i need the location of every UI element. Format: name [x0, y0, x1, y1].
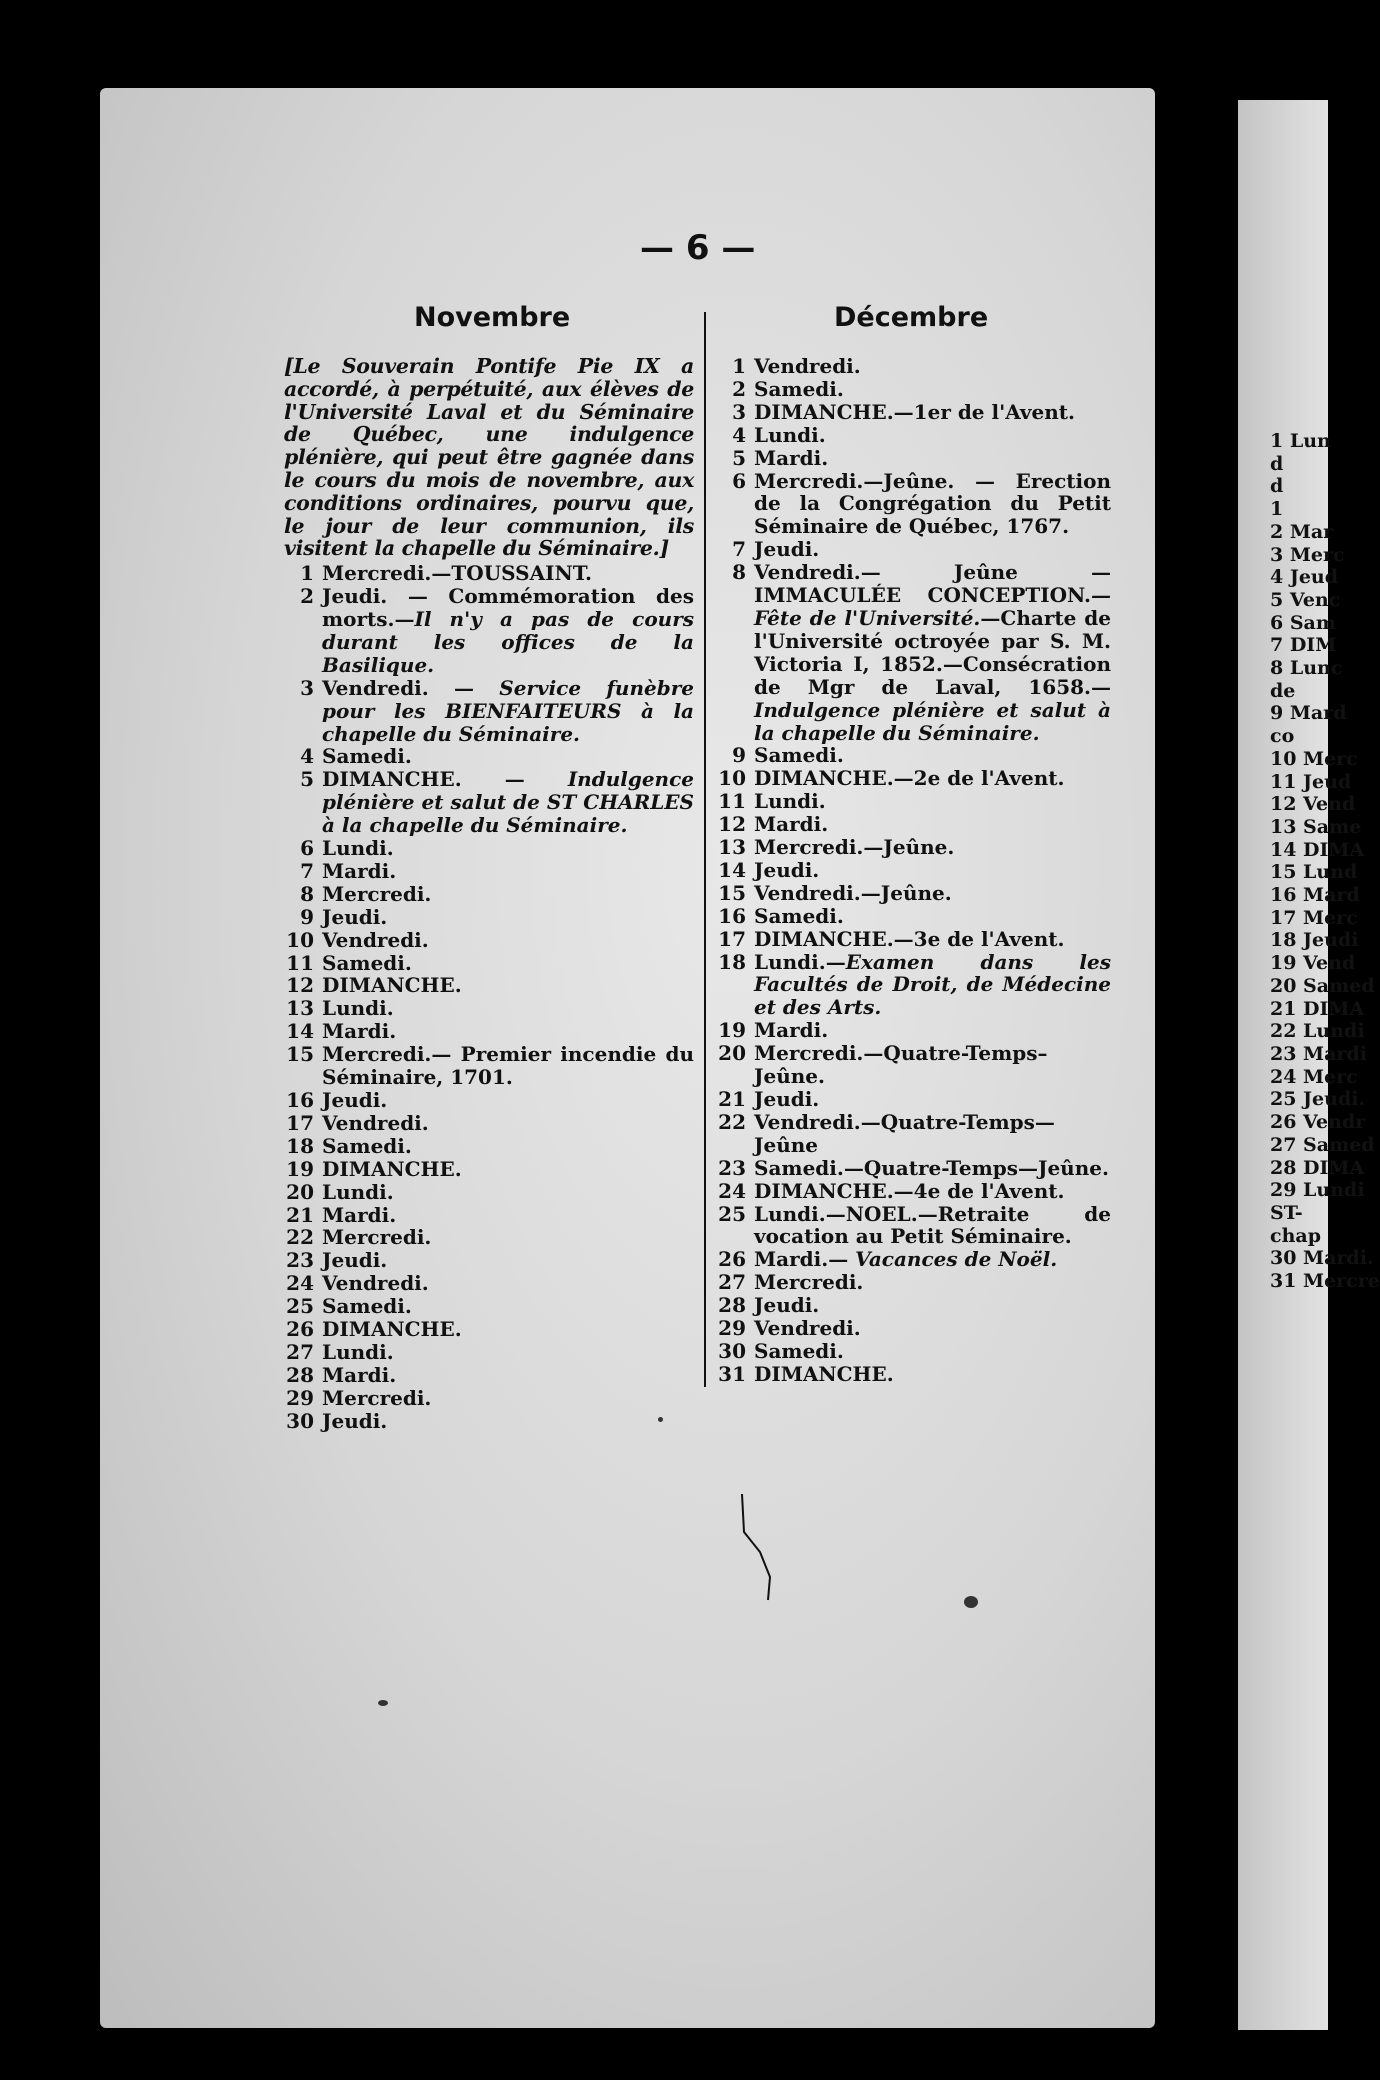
- day-name: DIMANCHE.: [322, 1317, 462, 1342]
- fragment-line: de: [1270, 679, 1296, 702]
- ink-mark: [740, 1492, 800, 1602]
- day-name: Mardi.: [322, 1019, 397, 1044]
- day-note: —: [828, 1247, 856, 1272]
- fragment-line: d: [1270, 452, 1284, 475]
- december-day-9: [716, 744, 1111, 767]
- day-note: —: [461, 767, 568, 792]
- day-name: DIMANCHE.: [322, 767, 462, 792]
- day-note: — Commémoration des morts.—: [322, 584, 694, 631]
- day-name: Samedi.: [754, 1338, 844, 1363]
- december-day-25: [716, 1203, 1111, 1249]
- day-name: Vendredi.: [754, 560, 861, 585]
- fragment-line: 10 Merc: [1270, 747, 1358, 770]
- day-name: Vendredi.: [322, 1110, 429, 1135]
- day-name: Jeudi.: [322, 904, 388, 929]
- november-day-10: [284, 929, 694, 952]
- november-day-22: [284, 1226, 694, 1249]
- day-number: 24: [718, 1178, 746, 1203]
- day-number: 25: [286, 1294, 314, 1319]
- day-name: Jeudi.: [322, 1088, 388, 1113]
- day-name: Mercredi.: [754, 1270, 864, 1295]
- day-number: 11: [718, 789, 746, 814]
- december-day-22: [716, 1111, 1111, 1157]
- december-day-23: [716, 1157, 1111, 1180]
- day-note: —: [428, 675, 500, 700]
- november-title: Novembre: [414, 302, 571, 333]
- november-day-16: [284, 1089, 694, 1112]
- day-name: Vendredi.: [754, 1316, 861, 1341]
- day-note: —Quatre-Temps–Jeûne.: [754, 1041, 1048, 1089]
- day-note-italic: Il n'y a pas de cours durant les offices de la Basilique.: [322, 606, 694, 677]
- day-name: Mercredi.: [754, 1041, 864, 1066]
- day-number: 5: [300, 767, 314, 792]
- day-name: Vendredi.: [754, 880, 861, 905]
- december-day-27: [716, 1271, 1111, 1294]
- day-name: Samedi.: [754, 1155, 844, 1180]
- november-day-21: [284, 1204, 694, 1227]
- fragment-line: 20 Samed: [1270, 974, 1375, 997]
- day-name: Vendredi.: [322, 1271, 429, 1296]
- december-day-13: [716, 836, 1111, 859]
- day-name: Mercredi.: [322, 561, 432, 586]
- day-number: 14: [718, 857, 746, 882]
- november-intro: [Le Souverain Pontife Pie IX a accordé, à perpétuité, aux élèves de l'Université Laval et du Séminaire de Québec, une indulgence plénière, qui peut être gagnée dans le cours du mois de novembre, aux conditions ordinaires, pourvu que, le jour de leur communion, ils visitent la chapelle du Séminaire.]: [284, 354, 694, 561]
- day-number: 21: [718, 1087, 746, 1111]
- day-number: 10: [718, 766, 746, 791]
- november-day-2: [284, 585, 694, 677]
- day-number: 30: [718, 1338, 746, 1363]
- fragment-line: 30 Mardi.: [1270, 1247, 1374, 1270]
- fragment-line: 23 Mardi: [1270, 1042, 1367, 1065]
- day-number: 8: [732, 560, 746, 585]
- fragment-line: 17 Merc: [1270, 906, 1358, 929]
- december-day-7: [716, 538, 1111, 561]
- day-name: Mardi.: [754, 1247, 829, 1272]
- december-day-12: [716, 813, 1111, 836]
- day-note: —Quatre-Temps—Jeûne: [754, 1109, 1055, 1157]
- november-day-3: [284, 677, 694, 746]
- day-note: —: [825, 949, 846, 974]
- day-name: Lundi.: [754, 789, 826, 814]
- day-number: 2: [732, 376, 746, 401]
- day-number: 19: [718, 1018, 746, 1043]
- fragment-line: 28 DIMA: [1270, 1156, 1365, 1179]
- day-name: Mercredi.: [322, 1042, 432, 1067]
- day-name: DIMANCHE.: [754, 1361, 894, 1386]
- december-day-26: [716, 1248, 1111, 1271]
- november-day-29: [284, 1387, 694, 1410]
- november-day-28: [284, 1364, 694, 1387]
- november-day-30: [284, 1410, 694, 1433]
- november-day-18: [284, 1135, 694, 1158]
- day-name: Jeudi.: [322, 1408, 388, 1433]
- day-name: Samedi.: [754, 376, 844, 401]
- fragment-line: 13 Same: [1270, 815, 1362, 838]
- november-day-4: [284, 745, 694, 768]
- day-note-italic: Service funèbre pour les BIENFAITEURS à la chapelle du Séminaire.: [322, 675, 694, 746]
- day-name: Jeudi.: [754, 1293, 820, 1318]
- day-number: 22: [718, 1109, 746, 1134]
- december-day-29: [716, 1317, 1111, 1340]
- day-number: 31: [718, 1361, 746, 1386]
- day-name: Samedi.: [322, 1133, 412, 1158]
- day-note: —: [825, 1201, 846, 1226]
- november-day-23: [284, 1249, 694, 1272]
- day-name: Vendredi.: [322, 675, 429, 700]
- day-name: Mardi.: [754, 445, 829, 470]
- december-day-19: [716, 1019, 1111, 1042]
- december-day-5: [716, 447, 1111, 470]
- fragment-line: 1 Lun: [1270, 430, 1331, 452]
- day-note: —Jeûne.: [863, 835, 955, 860]
- ink-speck: [378, 1700, 388, 1706]
- november-day-14: [284, 1020, 694, 1043]
- december-day-4: [716, 424, 1111, 447]
- november-day-13: [284, 997, 694, 1020]
- fragment-line: 9 Mard: [1270, 702, 1347, 725]
- fragment-line: 24 Merc: [1270, 1065, 1358, 1088]
- day-name: Vendredi.: [754, 354, 861, 378]
- december-day-6: [716, 470, 1111, 539]
- day-number: 14: [286, 1019, 314, 1044]
- ink-speck: [658, 1417, 663, 1422]
- day-number: 12: [286, 973, 314, 998]
- december-day-21: [716, 1088, 1111, 1111]
- day-number: 3: [732, 399, 746, 424]
- fragment-line: 26 Vendr: [1270, 1111, 1366, 1134]
- day-number: 16: [718, 903, 746, 928]
- day-note-italic: Indulgence plénière et salut à la chapelle du Séminaire.: [754, 697, 1111, 745]
- day-number: 26: [718, 1247, 746, 1272]
- day-number: 24: [286, 1271, 314, 1296]
- day-name: Lundi.: [322, 1179, 394, 1204]
- day-name: Lundi.: [322, 996, 394, 1021]
- day-name: Mardi.: [322, 1202, 397, 1227]
- fragment-line: 11 Jeud: [1270, 770, 1352, 793]
- day-number: 8: [300, 881, 314, 906]
- fragment-line: 29 Lundi: [1270, 1179, 1365, 1202]
- day-number: 11: [286, 950, 314, 975]
- fragment-line: 15 Lund: [1270, 861, 1358, 884]
- fragment-line: 27 Samed: [1270, 1133, 1375, 1156]
- fragment-line: 2 Mar: [1270, 520, 1334, 543]
- day-note: —1er de l'Avent.: [893, 399, 1075, 424]
- november-day-20: [284, 1181, 694, 1204]
- december-day-24: [716, 1180, 1111, 1203]
- december-days: [716, 355, 1111, 1386]
- day-number: 29: [718, 1316, 746, 1341]
- fragment-line: 25 Jeudi.: [1270, 1088, 1366, 1111]
- day-name: Mardi.: [754, 1018, 829, 1043]
- december-day-8: [716, 561, 1111, 744]
- day-number: 17: [718, 926, 746, 951]
- day-number: 16: [286, 1088, 314, 1113]
- december-day-11: [716, 790, 1111, 813]
- day-name: Samedi.: [754, 903, 844, 928]
- day-name: DIMANCHE.: [754, 766, 894, 791]
- day-name: Samedi.: [322, 1294, 412, 1319]
- november-day-12: [284, 974, 694, 997]
- day-number: 28: [718, 1293, 746, 1318]
- november-day-24: [284, 1272, 694, 1295]
- day-name: DIMANCHE.: [322, 973, 462, 998]
- day-note: —Quatre-Temps—Jeûne.: [843, 1155, 1109, 1180]
- day-note: — Premier incendie du Séminaire, 1701.: [322, 1042, 694, 1090]
- fragment-line: 12 Vend: [1270, 793, 1356, 816]
- day-number: 23: [286, 1248, 314, 1273]
- november-day-1: [284, 562, 694, 585]
- fragment-line: 3 Merc: [1270, 543, 1345, 566]
- december-day-16: [716, 905, 1111, 928]
- day-number: 27: [718, 1270, 746, 1295]
- day-number: 9: [732, 743, 746, 768]
- day-name: DIMANCHE.: [754, 399, 894, 424]
- day-note: — Jeûne —: [860, 560, 1111, 585]
- day-name: Mardi.: [754, 812, 829, 837]
- day-name: Mardi.: [322, 1362, 397, 1387]
- day-number: 7: [732, 537, 746, 562]
- fragment-line: 16 Mard: [1270, 884, 1360, 907]
- day-note: —4e de l'Avent.: [893, 1178, 1065, 1203]
- day-number: 22: [286, 1225, 314, 1250]
- day-name: Samedi.: [322, 744, 412, 769]
- november-day-17: [284, 1112, 694, 1135]
- day-number: 25: [718, 1201, 746, 1226]
- day-number: 1: [732, 354, 746, 378]
- november-day-26: [284, 1318, 694, 1341]
- day-number: 29: [286, 1385, 314, 1410]
- day-name: DIMANCHE.: [754, 926, 894, 951]
- day-name: Mercredi.: [322, 1225, 432, 1250]
- day-name: Lundi.: [754, 422, 826, 447]
- day-number: 5: [732, 445, 746, 470]
- fragment-line: 31 Mercre: [1270, 1270, 1380, 1293]
- day-note: —Jeûne.: [860, 880, 952, 905]
- december-day-3: [716, 401, 1111, 424]
- fragment-line: ST-: [1270, 1201, 1303, 1224]
- day-number: 1: [300, 561, 314, 586]
- day-name: Vendredi.: [754, 1109, 861, 1134]
- day-number: 26: [286, 1317, 314, 1342]
- day-number: 19: [286, 1156, 314, 1181]
- day-number: 10: [286, 927, 314, 952]
- fragment-line: 5 Venc: [1270, 588, 1341, 611]
- november-day-15: [284, 1043, 694, 1089]
- day-name: Mardi.: [322, 858, 397, 883]
- day-name: Lundi.: [754, 1201, 826, 1226]
- fragment-line: 19 Vend: [1270, 952, 1356, 975]
- day-number: 21: [286, 1202, 314, 1227]
- fragment-line: chap: [1270, 1224, 1321, 1247]
- november-day-9: [284, 906, 694, 929]
- fragment-line: 21 DIMA: [1270, 997, 1365, 1020]
- november-day-5: [284, 768, 694, 837]
- fragment-line: 1: [1270, 498, 1284, 521]
- day-name: Vendredi.: [322, 927, 429, 952]
- day-number: 18: [718, 949, 746, 974]
- fragment-line: 18 Jeudi: [1270, 929, 1359, 952]
- day-name: Jeudi.: [754, 1087, 820, 1111]
- right-page-fragment: [1238, 100, 1380, 2030]
- day-feast: IMMACULÉE CONCEPTION.: [754, 583, 1091, 608]
- day-name: Jeudi.: [322, 1248, 388, 1273]
- day-note-extra: —Charte de l'Université octroyée par S. M. Victoria I, 1852.—Consécration de Mgr de Laval, 1658.—: [754, 605, 1111, 699]
- day-name: Lundi.: [322, 836, 394, 861]
- november-day-8: [284, 883, 694, 906]
- day-name: Lundi.: [754, 949, 826, 974]
- november-day-19: [284, 1158, 694, 1181]
- december-day-14: [716, 859, 1111, 882]
- day-note-italic: Examen dans les Facultés de Droit, de Médecine et des Arts.: [754, 949, 1111, 1020]
- column-divider: [704, 312, 706, 1387]
- day-number: 6: [732, 468, 746, 493]
- december-day-1: [716, 355, 1111, 378]
- day-number: 28: [286, 1362, 314, 1387]
- day-name: DIMANCHE.: [754, 1178, 894, 1203]
- day-note-italic: Indulgence plénière et salut de ST CHARLES à la chapelle du Séminaire.: [322, 767, 694, 838]
- day-note: —2e de l'Avent.: [893, 766, 1065, 791]
- december-day-28: [716, 1294, 1111, 1317]
- day-number: 2: [300, 584, 314, 609]
- day-name: Mercredi.: [322, 881, 432, 906]
- day-number: 6: [300, 836, 314, 861]
- day-name: Jeudi.: [754, 857, 820, 882]
- day-name: Lundi.: [322, 1339, 394, 1364]
- day-number: 13: [286, 996, 314, 1021]
- november-days: [284, 562, 694, 1432]
- day-number: 7: [300, 858, 314, 883]
- fragment-line: 8 Lunc: [1270, 657, 1343, 680]
- december-day-30: [716, 1340, 1111, 1363]
- fragment-line: 14 DIMA: [1270, 838, 1365, 861]
- day-name: Jeudi.: [322, 584, 388, 609]
- november-day-25: [284, 1295, 694, 1318]
- fragment-line: 7 DIM: [1270, 634, 1337, 657]
- day-number: 18: [286, 1133, 314, 1158]
- day-name: Mercredi.: [754, 835, 864, 860]
- november-day-11: [284, 952, 694, 975]
- day-name: Mercredi.: [322, 1385, 432, 1410]
- december-day-17: [716, 928, 1111, 951]
- fragment-line: d: [1270, 475, 1284, 498]
- day-number: 13: [718, 835, 746, 860]
- day-note: —TOUSSAINT.: [431, 561, 593, 586]
- november-column: [284, 355, 694, 1433]
- day-feast: NOEL.: [845, 1201, 918, 1226]
- fragment-line: 4 Jeud: [1270, 566, 1339, 589]
- day-number: 27: [286, 1339, 314, 1364]
- day-number: 4: [732, 422, 746, 447]
- day-number: 12: [718, 812, 746, 837]
- day-number: 30: [286, 1408, 314, 1433]
- day-name: Samedi.: [754, 743, 844, 768]
- december-day-10: [716, 767, 1111, 790]
- day-number: 15: [286, 1042, 314, 1067]
- day-note-italic: Vacances de Noël.: [855, 1247, 1058, 1272]
- day-note-italic: —Fête de l'Université.: [754, 583, 1111, 630]
- day-name: Mercredi.: [754, 468, 864, 493]
- day-number: 17: [286, 1110, 314, 1135]
- december-title: Décembre: [834, 302, 989, 333]
- december-day-18: [716, 951, 1111, 1020]
- day-name: DIMANCHE.: [322, 1156, 462, 1181]
- day-number: 15: [718, 880, 746, 905]
- november-day-6: [284, 837, 694, 860]
- fragment-line: 22 Lundi: [1270, 1020, 1365, 1043]
- day-number: 23: [718, 1155, 746, 1180]
- day-name: Jeudi.: [754, 537, 820, 562]
- november-day-7: [284, 860, 694, 883]
- day-note-extra: —Retraite de vocation au Petit Séminaire.: [754, 1201, 1111, 1249]
- day-number: 20: [718, 1041, 746, 1066]
- december-day-31: [716, 1363, 1111, 1386]
- day-name: Samedi.: [322, 950, 412, 975]
- right-page-list: [1270, 430, 1380, 1293]
- fragment-line: 6 Sam: [1270, 611, 1336, 634]
- december-column: [716, 355, 1111, 1386]
- page-number: — 6 —: [640, 228, 756, 268]
- december-day-20: [716, 1042, 1111, 1088]
- fragment-line: co: [1270, 725, 1295, 748]
- day-number: 3: [300, 675, 314, 700]
- day-note: —3e de l'Avent.: [893, 926, 1065, 951]
- day-number: 9: [300, 904, 314, 929]
- december-day-2: [716, 378, 1111, 401]
- november-day-27: [284, 1341, 694, 1364]
- ink-speck: [964, 1596, 978, 1608]
- day-number: 20: [286, 1179, 314, 1204]
- day-note: —Jeûne. — Erection de la Congrégation du Petit Séminaire de Québec, 1767.: [754, 468, 1111, 539]
- december-day-15: [716, 882, 1111, 905]
- day-number: 4: [300, 744, 314, 769]
